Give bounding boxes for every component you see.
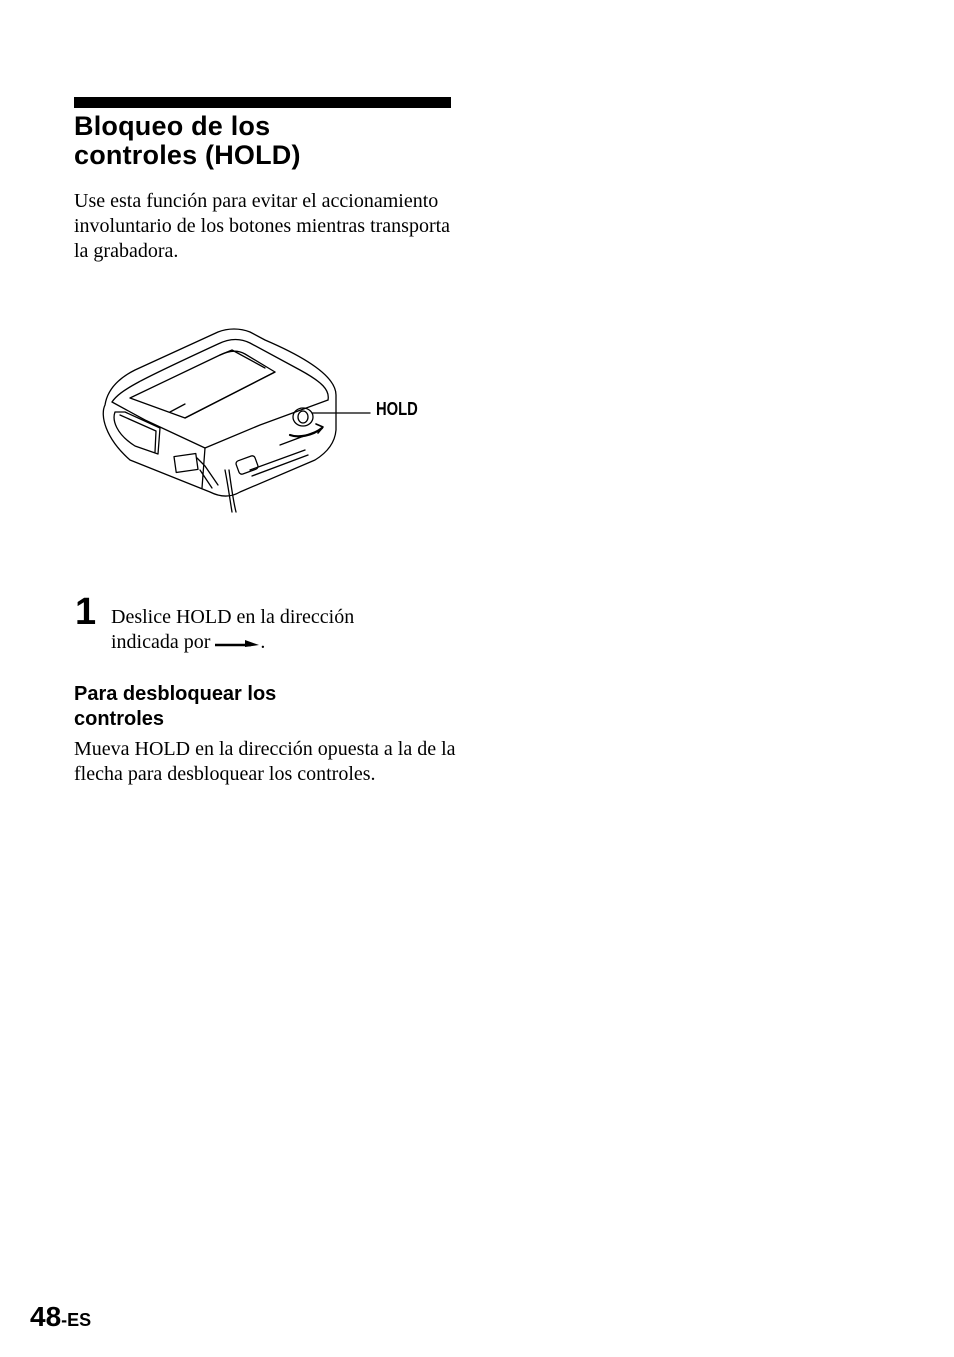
step-line1: Deslice HOLD en la dirección xyxy=(111,606,355,628)
hold-callout-label: HOLD xyxy=(376,399,418,419)
section-rule xyxy=(74,97,451,108)
step-line2-period: . xyxy=(260,631,266,653)
section-title-line1: Bloqueo de los xyxy=(74,111,271,141)
recorder-illustration xyxy=(90,320,440,520)
unlock-subtitle-line1: Para desbloquear los xyxy=(74,683,277,705)
unlock-paragraph: Mueva HOLD en la dirección opuesta a la de la flecha para desbloquear los controles. xyxy=(74,738,456,785)
unlock-subtitle-line2: controles xyxy=(74,708,165,730)
right-arrow-icon xyxy=(215,631,259,656)
unlock-subtitle xyxy=(74,682,454,732)
section-title-line2: controles (HOLD) xyxy=(74,140,301,170)
step-instruction xyxy=(111,605,441,656)
step-number: 1 xyxy=(75,591,97,633)
intro-paragraph: Use esta función para evitar el accionamiento involuntario de los botones mientras transporta la grabadora. xyxy=(74,190,451,262)
step-line2 xyxy=(111,630,441,656)
section-title xyxy=(74,112,454,170)
step-line2-text: indicada por xyxy=(111,631,211,653)
page-language-suffix: -ES xyxy=(61,1310,92,1330)
page-number-value: 48 xyxy=(30,1301,62,1332)
page-number xyxy=(30,1300,91,1334)
